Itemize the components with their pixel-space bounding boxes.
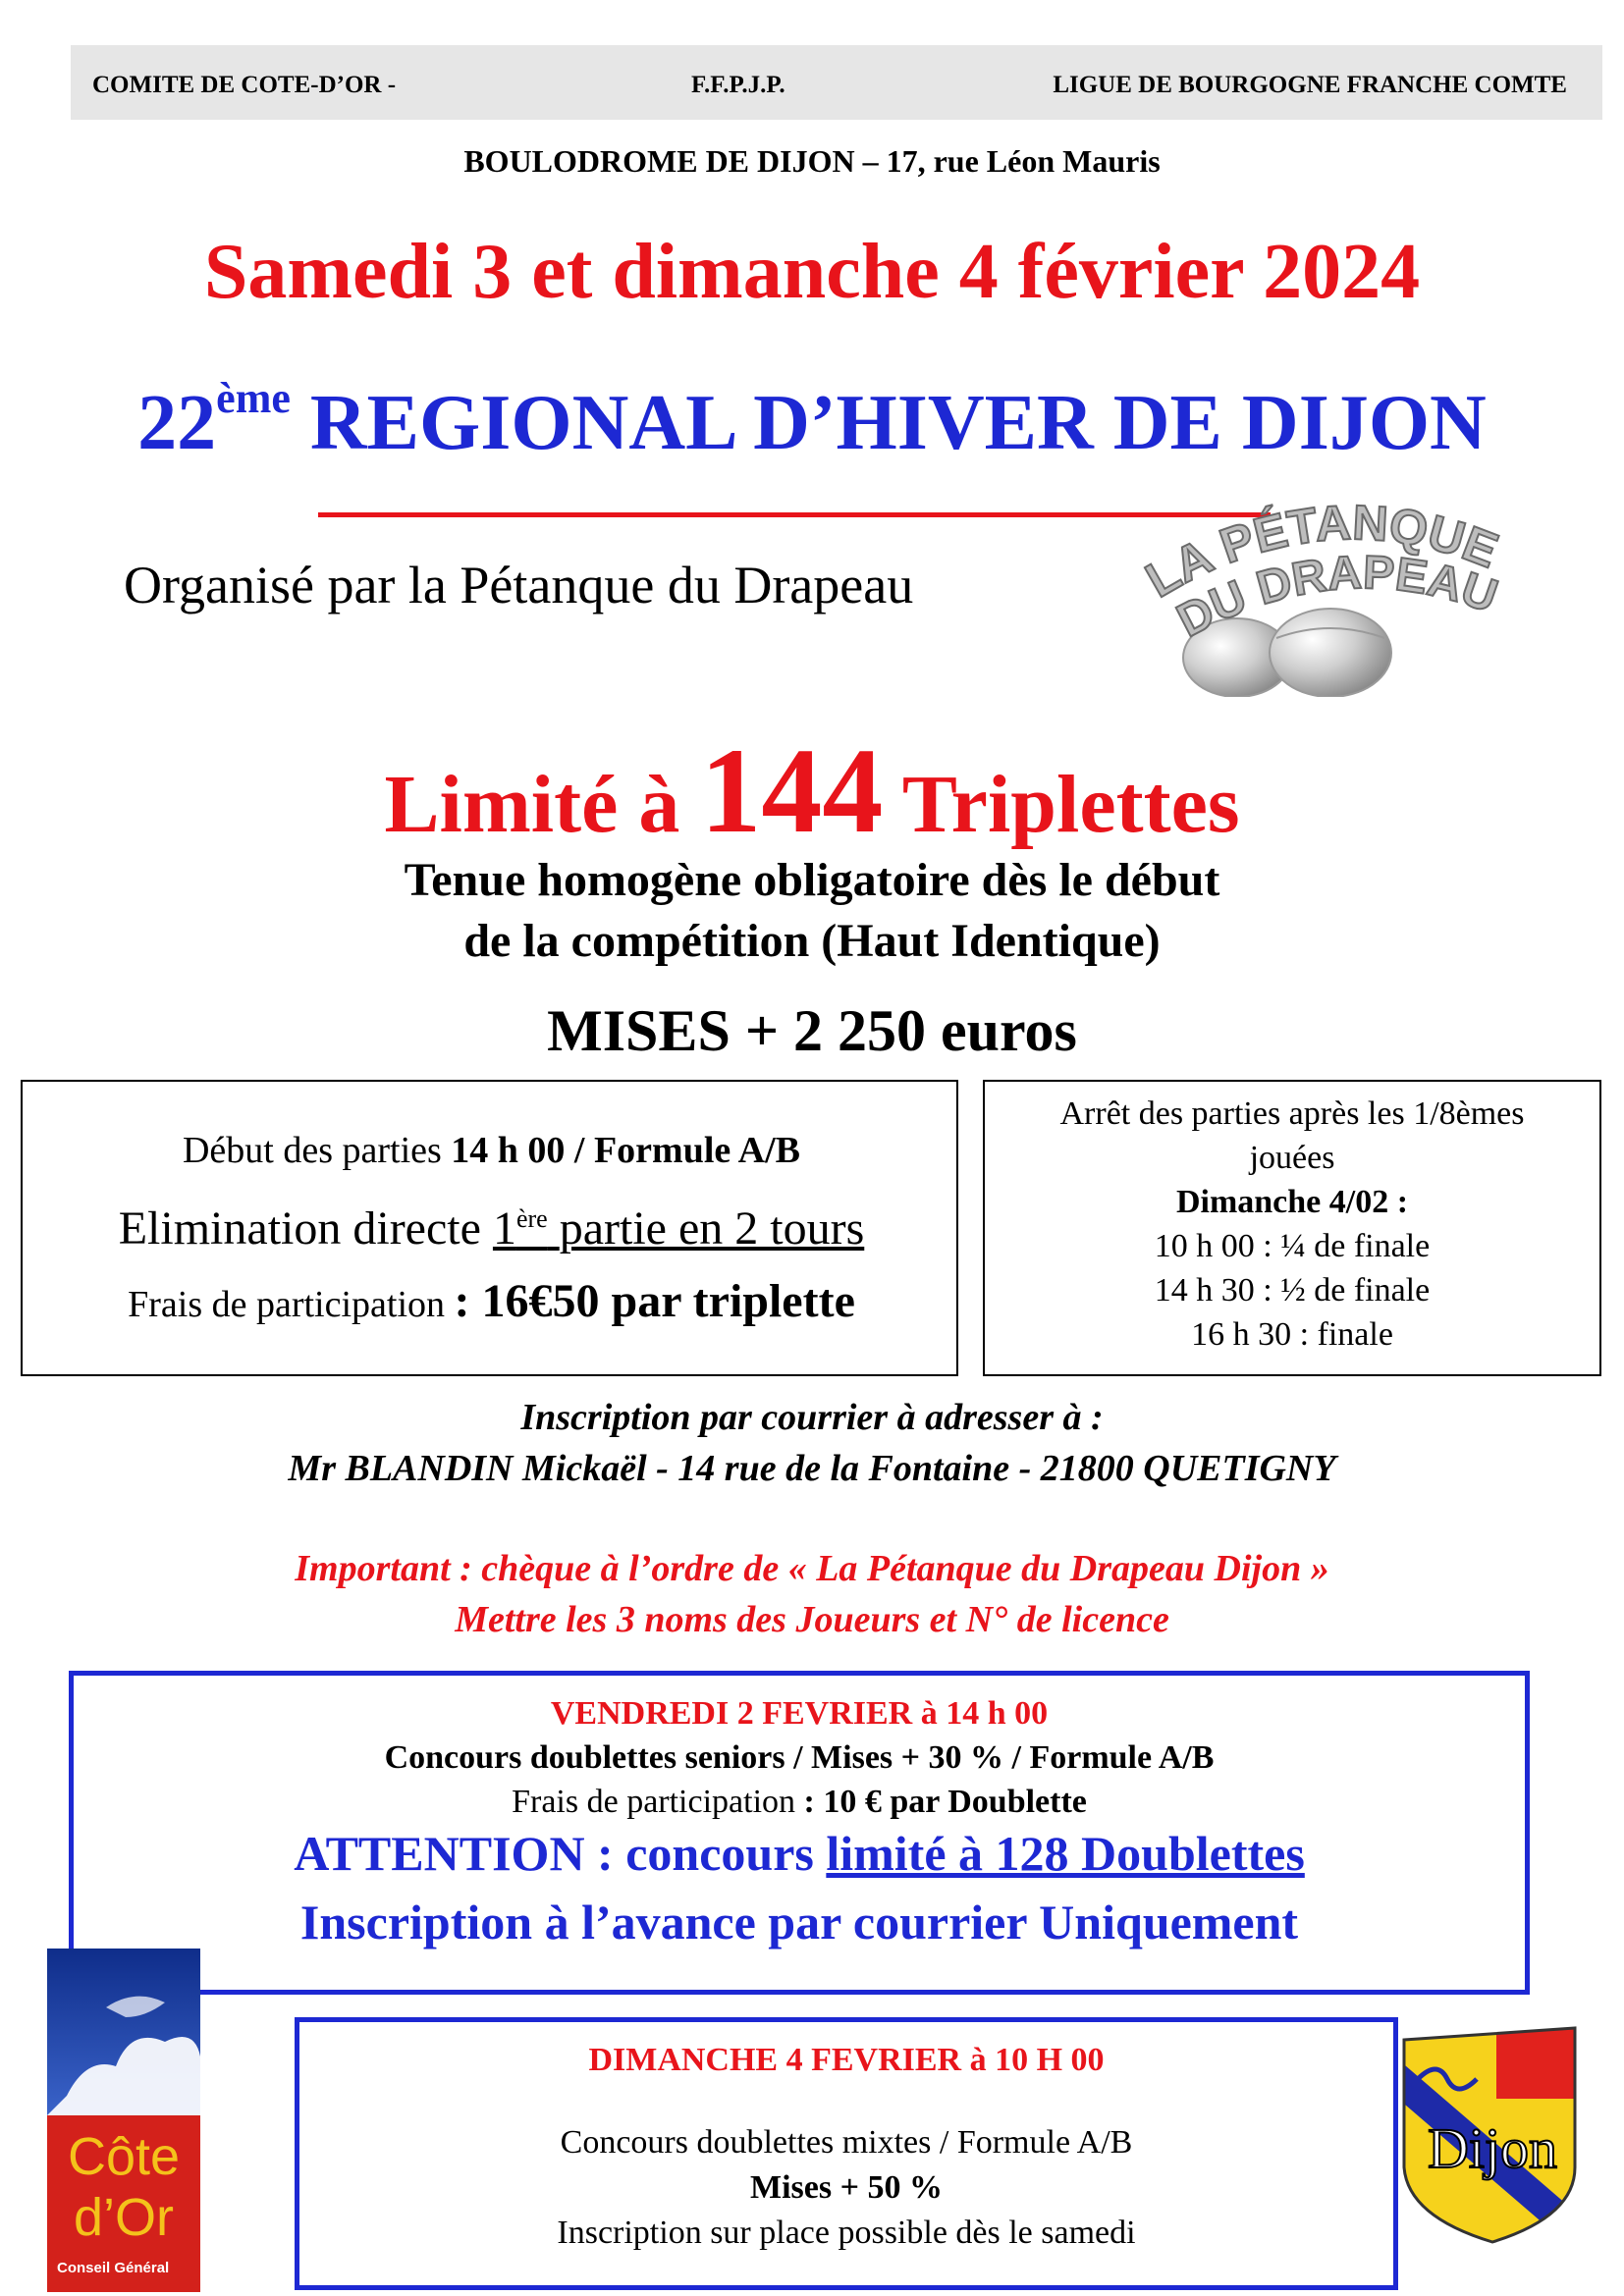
limit-prefix: Limité à xyxy=(384,759,680,850)
organizer-text: Organisé par la Pétanque du Drapeau xyxy=(124,556,914,614)
friday-contest-box xyxy=(69,1671,1530,1995)
venue-address: BOULODROME DE DIJON – 17, rue Léon Mauris xyxy=(463,143,1161,179)
header-federation: F.F.P.J.P. xyxy=(691,72,785,98)
dress-line-1: Tenue homogène obligatoire dès le début xyxy=(404,854,1220,906)
dijon-coat-of-arms xyxy=(1398,2020,1581,2246)
cotedor-line3: Conseil Général xyxy=(57,2260,170,2276)
elim-label: Elimination directe xyxy=(118,1202,481,1255)
sunday-title: DIMANCHE 4 FEVRIER à 10 H 00 xyxy=(588,2042,1105,2078)
fee-value: : 16€50 par triplette xyxy=(454,1275,855,1327)
registration-address: Mr BLANDIN Mickaël - 14 rue de la Fontaine - 21800 QUETIGNY xyxy=(288,1448,1336,1489)
sunday-contest-box xyxy=(295,2017,1398,2290)
main-tournament-box xyxy=(21,1080,958,1376)
schedule-line-1: Arrêt des parties après les 1/8èmes xyxy=(1059,1095,1525,1132)
friday-title: VENDREDI 2 FEVRIER à 14 h 00 xyxy=(550,1695,1049,1732)
header-league: LIGUE DE BOURGOGNE FRANCHE COMTE xyxy=(1053,72,1567,98)
registration-line-1: Inscription par courrier à adresser à : xyxy=(520,1397,1104,1438)
important-line-2: Mettre les 3 noms des Joueurs et N° de licence xyxy=(455,1599,1169,1640)
schedule-quarter: 10 h 00 : ¼ de finale xyxy=(1154,1228,1431,1264)
friday-fee xyxy=(74,1784,1525,1821)
cotedor-line2: d’Or xyxy=(73,2188,175,2247)
elim-detail: 1ère partie en 2 tours xyxy=(492,1202,865,1255)
event-title xyxy=(0,374,1624,468)
header-bar xyxy=(71,45,1602,120)
dress-line-2: de la compétition (Haut Identique) xyxy=(463,915,1161,967)
fee-label: Frais de participation xyxy=(128,1284,446,1325)
schedule-day: Dimanche 4/02 : xyxy=(1175,1184,1409,1220)
friday-fee-label: Frais de participation xyxy=(512,1784,796,1820)
schedule-box xyxy=(983,1080,1601,1376)
friday-fee-value: : 10 € par Doublette xyxy=(803,1784,1087,1820)
edition-title: REGIONAL D’HIVER DE DIJON xyxy=(309,380,1487,466)
edition-suffix: ème xyxy=(216,374,291,422)
cotedor-line1: Côte xyxy=(67,2127,181,2186)
logo-petanque-line1: LA PÉTANQUE xyxy=(1136,495,1506,609)
friday-attention-limit: limité à 128 Doublettes xyxy=(826,1826,1305,1881)
sunday-details: Concours doublettes mixtes / Formule A/B xyxy=(560,2124,1133,2161)
schedule-semi: 14 h 30 : ½ de finale xyxy=(1154,1272,1431,1308)
start-label: Début des parties xyxy=(182,1130,442,1171)
dijon-text: Dijon xyxy=(1427,2116,1558,2180)
event-dates: Samedi 3 et dimanche 4 février 2024 xyxy=(203,229,1421,315)
cote-dor-logo xyxy=(47,1949,200,2292)
limit-suffix: Triplettes xyxy=(901,759,1240,850)
sunday-prize: Mises + 50 % xyxy=(750,2169,943,2206)
schedule-line-2: jouées xyxy=(1249,1140,1335,1176)
important-line-1: Important : chèque à l’ordre de « La Pétanque du Drapeau Dijon » xyxy=(295,1548,1329,1589)
header-committee: COMITE DE COTE-D’OR - xyxy=(92,72,397,98)
start-time-line xyxy=(23,1129,960,1172)
dress-code xyxy=(0,850,1624,972)
friday-details: Concours doublettes seniors / Mises + 30 % / Formule A/B xyxy=(384,1739,1215,1776)
friday-registration-note: Inscription à l’avance par courrier Uniquement xyxy=(299,1895,1299,1949)
registration-info xyxy=(0,1392,1624,1494)
elimination-line xyxy=(23,1201,960,1255)
friday-attention xyxy=(74,1825,1525,1882)
important-note xyxy=(0,1543,1624,1645)
sunday-registration: Inscription sur place possible dès le samedi xyxy=(557,2215,1136,2251)
schedule-final: 16 h 30 : finale xyxy=(1191,1316,1393,1353)
fee-line xyxy=(23,1274,960,1328)
limit-number: 144 xyxy=(700,723,884,858)
petanque-drapeau-logo xyxy=(1119,491,1542,697)
start-value: 14 h 00 / Formule A/B xyxy=(451,1130,801,1171)
logo-petanque-line2: DU DRAPEAU xyxy=(1168,546,1504,648)
team-limit xyxy=(0,721,1624,861)
prize-money: MISES + 2 250 euros xyxy=(547,998,1077,1063)
friday-attention-label: ATTENTION : concours xyxy=(294,1826,814,1881)
edition-number: 22 xyxy=(137,380,217,466)
